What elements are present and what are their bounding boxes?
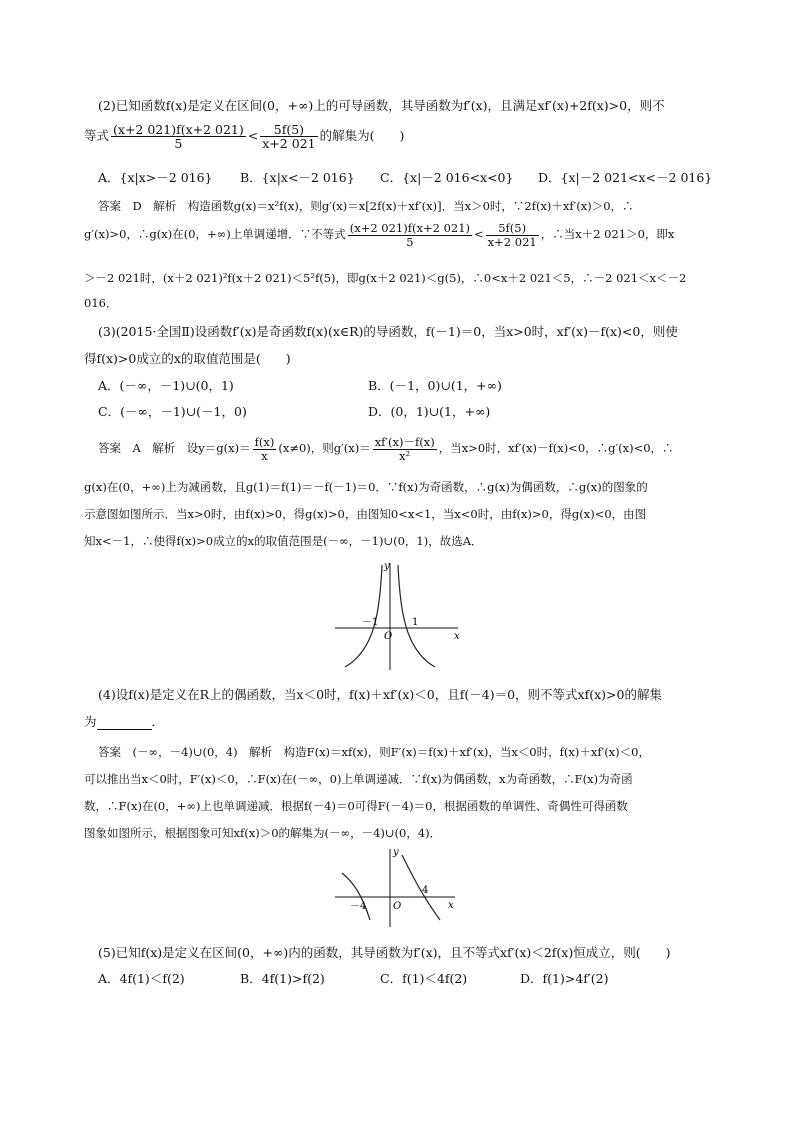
- q4-neg4-label: －4: [350, 901, 367, 912]
- q3-option-a: A．(－∞，－1)∪(0，1): [98, 378, 234, 393]
- q2-ans-frac2-den: x+2 021: [487, 234, 537, 249]
- q3-answer-line4: 知x<－1，∴使得f(x)>0成立的x的取值范围是(－∞，－1)∪(0，1)，故选A．: [84, 534, 483, 548]
- q2-fraction-right: [260, 123, 317, 150]
- q2-ans-frac1-den: 5: [406, 234, 414, 249]
- q2-answer-line3: ＞－2 021时，(x＋2 021)²f(x＋2 021)＜5²f(5)，即g(x＋2 021)＜g(5)，∴0<x＋2 021＜5，∴－2 021＜x＜－2: [84, 271, 687, 285]
- q3-ans-f2-den: x²: [399, 448, 411, 463]
- q4-origin-label: O: [393, 901, 402, 912]
- q4-answer-blank[interactable]: [97, 717, 152, 730]
- q3-option-d: D．(0，1)∪(1，+∞): [368, 404, 491, 419]
- q2-option-b: B．{x|x<－2 016}: [240, 170, 355, 185]
- q3-ans1-mid: (x≠0)，则g′(x)＝: [278, 441, 371, 455]
- q3-stem-line1: (3)(2015·全国Ⅱ)设函数f′(x)是奇函数f(x)(x∈R)的导函数，f(－1)＝0，当x>0时，xf′(x)－f(x)<0，则使: [98, 324, 678, 339]
- q2-ans-frac1-num: (x+2 021)f(x+2 021): [349, 220, 471, 235]
- q5-stem-line1: (5)已知f(x)是定义在区间(0，+∞)内的函数，其导函数为f′(x)，且不等式xf′(x)＜2f(x)恒成立，则( ): [98, 945, 671, 960]
- q5-option-d: D．f(1)>4f′(2): [520, 971, 609, 986]
- q3-ans-fraction1: [253, 436, 277, 463]
- q3-graph: [330, 555, 470, 675]
- q2-lead: 等式: [84, 128, 110, 143]
- q3-answer-line2: g(x)在(0，+∞)上为减函数，且g(1)＝f(1)＝－f(－1)＝0．∵f(x)为奇函数，∴g(x)为偶函数，∴g(x)的图象的: [84, 480, 648, 494]
- q3-option-c: C．(－∞，－1)∪(－1，0): [98, 404, 247, 419]
- q2-option-c: C．{x|－2 016<x<0}: [380, 170, 514, 185]
- q2-option-a: A．{x|x>－2 016}: [98, 170, 213, 185]
- q4-line2-lead: 为: [84, 714, 97, 729]
- q2-ans2-lead: g′(x)>0，∴g(x)在(0，+∞)上单调递增．∵不等式: [84, 227, 346, 241]
- q4-curve-right: [402, 855, 440, 920]
- q4-answer-line4: 图象如图所示，根据图象可知xf(x)＞0的解集为(－∞，－4)∪(0，4)．: [84, 826, 442, 840]
- q3-answer-line1: [98, 434, 674, 463]
- q3-curve-left-lower: [345, 565, 382, 667]
- q4-line2-tail: ．: [151, 714, 165, 729]
- q3-curve-right-lower: [398, 565, 435, 667]
- q2-ans2-tail: ，∴当x＋2 021＞0，即x: [540, 227, 675, 241]
- q4-answer-line2: 可以推出当x＜0时，F′(x)＜0，∴F(x)在(－∞，0)上单调递减．∵f(x)为偶函数，x为奇函数，∴F(x)为奇函: [84, 772, 633, 786]
- q3-origin-label: O: [384, 631, 393, 642]
- q3-ans-fraction2: [373, 436, 437, 463]
- q2-option-d: D．{x|－2 021<x<－2 016}: [538, 170, 713, 185]
- q2-stem-line1: (2)已知函数f(x)是定义在区间(0，+∞)上的可导函数，其导函数为f′(x)，且满足xf′(x)+2f(x)>0，则不: [98, 98, 665, 113]
- q2-ans-frac2-num: 5f(5): [486, 222, 539, 236]
- q4-y-label: y: [393, 847, 399, 858]
- q5-option-c: C．f(1)＜4f(2): [380, 971, 468, 986]
- q4-stem-line1: (4)设f(x)是定义在R上的偶函数，当x＜0时，f(x)＋xf′(x)＜0，且f(－4)＝0，则不等式xf(x)>0的解集: [98, 687, 662, 702]
- q2-fraction-left: [111, 123, 246, 150]
- q4-stem-line2: [84, 714, 164, 730]
- q3-x-label: x: [454, 631, 460, 642]
- q2-frac2-num: 5f(5): [260, 123, 317, 137]
- q3-neg1-label: －1: [362, 617, 379, 628]
- q2-stem-line2: [84, 122, 404, 150]
- q3-ans1-lead: 答案 A 解析 设y＝g(x)＝: [98, 441, 251, 455]
- q2-lt: <: [247, 128, 259, 143]
- q3-stem-line2: 得f(x)>0成立的x的取值范围是( ): [84, 351, 291, 366]
- q4-graph: [330, 845, 465, 930]
- q4-four-label: 4: [422, 885, 429, 896]
- q2-answer-line1: 答案 D 解析 构造函数g(x)＝x²f(x)，则g′(x)＝x[2f(x)＋xf′(x)]．当x＞0时，∵2f(x)＋xf′(x)＞0，∴: [98, 199, 634, 213]
- q2-frac1-den: 5: [174, 136, 183, 151]
- q3-ans-f1-num: f(x): [254, 434, 275, 449]
- q3-y-label: y: [384, 561, 390, 572]
- q2-ans-fraction-right: [486, 222, 539, 249]
- q3-ans-f1-den: x: [261, 448, 268, 463]
- q3-option-b: B．(－1，0)∪(1，+∞): [368, 378, 502, 393]
- q2-ans-fraction-left: [348, 222, 472, 249]
- q4-x-label: x: [448, 900, 454, 911]
- q4-answer-line3: 数，∴F(x)在(0，+∞)上也单调递减．根据f(－4)＝0可得F(－4)＝0，根据函数的单调性、奇偶性可得函数: [84, 799, 628, 813]
- q5-option-b: B．4f(1)>f(2): [240, 971, 325, 986]
- q2-frac1-num: (x+2 021)f(x+2 021): [113, 122, 244, 137]
- q2-answer-line2: [84, 220, 674, 249]
- q2-tail: 的解集为( ): [319, 128, 405, 143]
- q2-ans-lt: <: [474, 227, 484, 241]
- q3-one-label: 1: [412, 617, 419, 628]
- q3-answer-line3: 示意图如图所示．当x>0时，由f(x)>0，得g(x)>0，由图知0<x<1，当x<0时，由f(x)>0，得g(x)<0，由图: [84, 507, 647, 521]
- q3-ans1-tail: ，当x>0时，xf′(x)－f(x)<0，∴g′(x)<0，∴: [438, 441, 674, 455]
- q5-option-a: A．4f(1)＜f(2): [98, 971, 185, 986]
- q4-answer-line1: 答案 (－∞，－4)∪(0，4) 解析 构造F(x)＝xf(x)，则F′(x)＝f(x)＋xf′(x)，当x＜0时，f(x)＋xf′(x)＜0，: [98, 745, 650, 759]
- q2-frac2-den: x+2 021: [262, 136, 316, 151]
- q3-ans-f2-num: xf′(x)－f(x): [374, 434, 435, 449]
- q2-answer-line4: 016．: [84, 296, 118, 310]
